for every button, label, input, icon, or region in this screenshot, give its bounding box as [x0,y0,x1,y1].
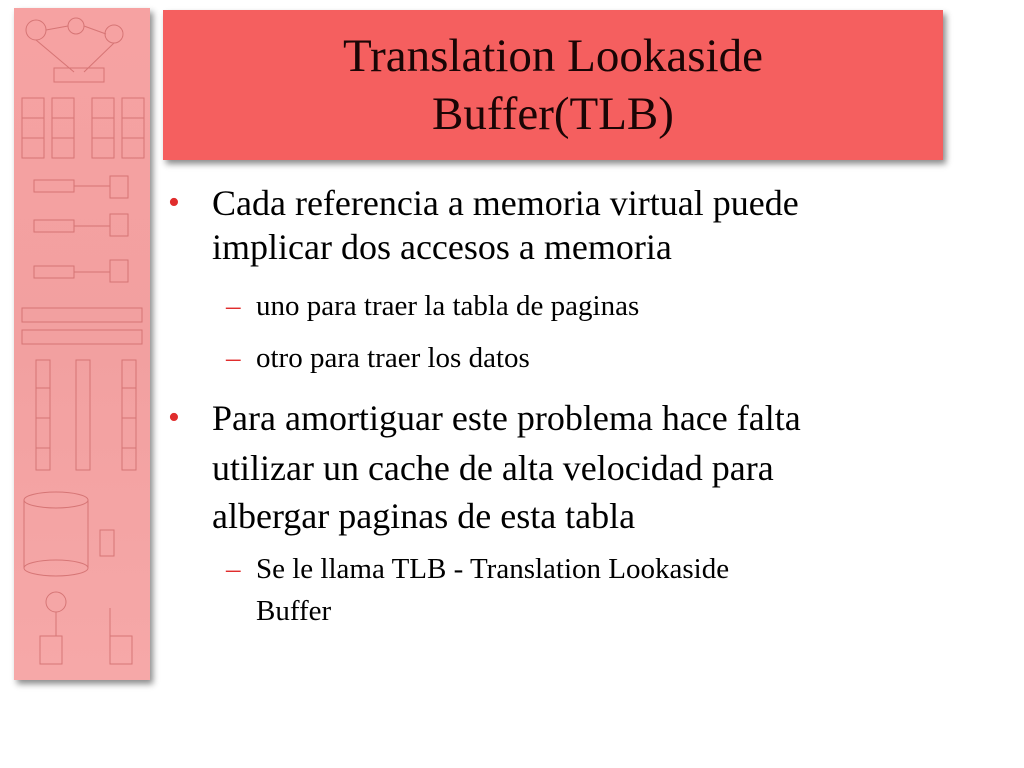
sub-bullet-text: uno para traer la tabla de paginas [256,290,640,322]
sub-bullet-marker: – [226,553,241,585]
slide-title-line-2: Buffer(TLB) [432,88,674,140]
bullet-text-line: implicar dos accesos a memoria [212,227,672,267]
sub-bullet-text: otro para traer los datos [256,342,530,374]
bullet-text-line: utilizar un cache de alta velocidad para [212,448,774,488]
bullet-text-line: Para amortiguar este problema hace falta [212,398,801,438]
sub-bullet-text: Se le llama TLB - Translation Lookaside [256,553,730,585]
slide-title-box [163,10,943,160]
sub-bullet-marker: – [226,290,241,322]
circuit-diagram-decoration [14,8,150,680]
slide-title-line-1: Translation Lookaside [343,30,763,82]
sub-bullet-marker: – [226,342,241,374]
decorative-sidebar [14,8,150,680]
bullet-text-line: albergar paginas de esta tabla [212,496,636,536]
bullet-text-line: Cada referencia a memoria virtual puede [212,183,799,223]
bullet-marker: • [168,399,180,436]
sub-bullet-text: Buffer [256,595,332,627]
bullet-marker: • [168,184,180,221]
